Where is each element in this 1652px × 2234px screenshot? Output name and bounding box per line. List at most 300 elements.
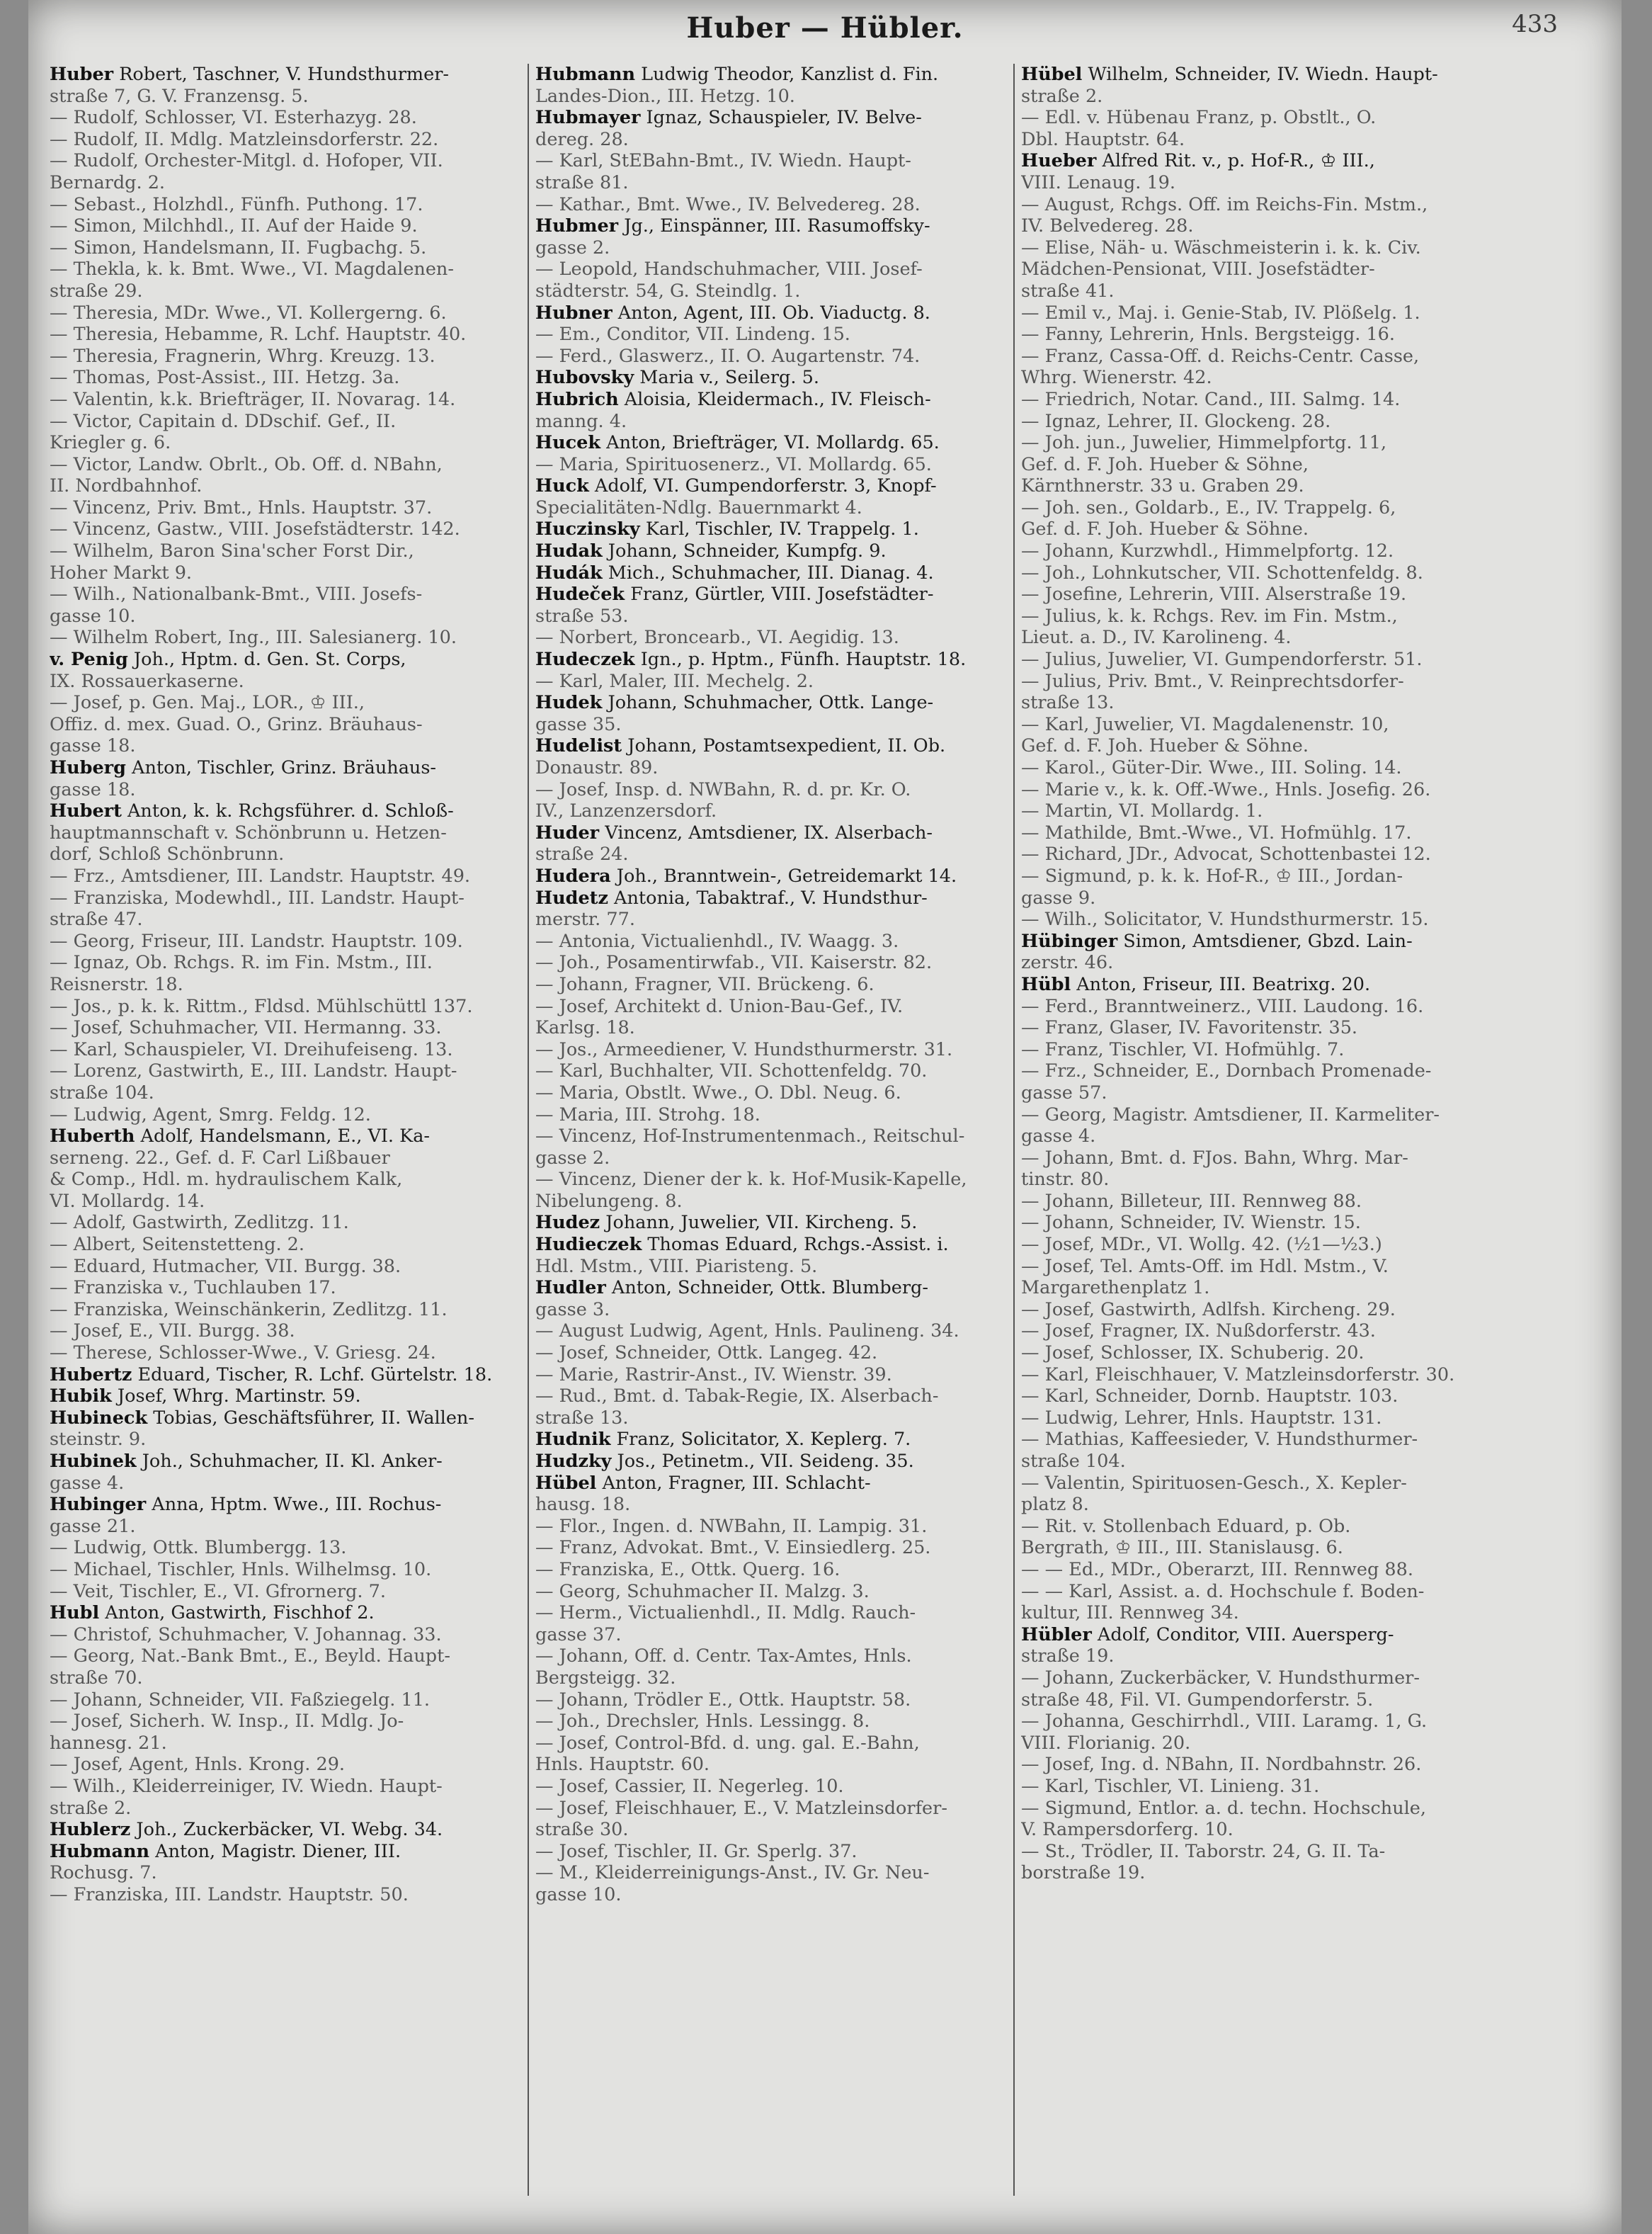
entry-text: — August Ludwig, Agent, Hnls. Paulineng. 34. [535, 1320, 959, 1342]
surname: Hudeczek [535, 649, 635, 671]
entry-text: Anton, Fragner, III. Schlacht- [596, 1472, 871, 1494]
directory-line [535, 150, 1010, 172]
entry-text: — Franziska, Modewhdl., III. Landstr. Haupt- [50, 887, 465, 909]
entry-text: — Karl, Buchhalter, VII. Schottenfeldg. 70. [535, 1060, 928, 1082]
entry-text: Jos., Petinetm., VII. Seideng. 35. [611, 1451, 914, 1472]
entry-text: Jg., Einspänner, III. Rasumoffsky- [618, 215, 930, 237]
directory-line [1021, 844, 1496, 866]
directory-line [535, 1581, 1010, 1603]
entry-text: — M., Kleiderreinigungs-Anst., IV. Gr. Neu- [535, 1862, 930, 1884]
entry-text: Simon, Amtsdiener, Gbzd. Lain- [1117, 930, 1413, 952]
directory-line [50, 996, 524, 1018]
entry-text: II. Nordbahnhof. [50, 475, 203, 497]
directory-heading-entry [50, 649, 524, 671]
directory-line [50, 1884, 524, 1906]
entry-text: — Jos., Armeediener, V. Hundsthurmerstr. 31. [535, 1038, 953, 1060]
entry-text: — Josef, Schuhmacher, VII. Hermanng. 33. [50, 1017, 442, 1039]
directory-line [535, 1516, 1010, 1538]
entry-text: Karlsg. 18. [535, 1017, 635, 1039]
entry-text: — Georg, Schuhmacher II. Malzg. 3. [535, 1580, 870, 1602]
entry-text: Johann, Schneider, Kumpfg. 9. [602, 540, 887, 562]
entry-text: — Maria, Spirituosenerz., VI. Mollardg. 65. [535, 453, 932, 475]
entry-text: — Karl, Schauspieler, VI. Dreihufeiseng. 13. [50, 1038, 453, 1060]
entry-text: — Sigmund, p. k. k. Hof-R., ♔ III., Jordan- [1021, 865, 1403, 887]
directory-heading-entry [535, 540, 1010, 562]
directory-line [1021, 324, 1496, 346]
directory-line [50, 1060, 524, 1082]
directory-line [1021, 432, 1496, 454]
entry-text: — Josef, Fragner, IX. Nußdorferstr. 43. [1021, 1320, 1376, 1342]
entry-text: borstraße 19. [1021, 1862, 1146, 1884]
entry-text: — Josef, p. Gen. Maj., LOR., ♔ III., [50, 692, 365, 714]
directory-heading-entry [1021, 931, 1496, 953]
directory-line [1021, 627, 1496, 649]
entry-text: — Leopold, Handschuhmacher, VIII. Josef- [535, 259, 923, 280]
directory-line [1021, 454, 1496, 476]
entry-text: — Marie v., k. k. Off.-Wwe., Hnls. Josefig. 26. [1021, 778, 1431, 800]
directory-line [1021, 1841, 1496, 1863]
entry-text: Bergrath, ♔ III., III. Stanislausg. 6. [1021, 1537, 1343, 1559]
entry-text: — Joh., Drechsler, Hnls. Lessingg. 8. [535, 1711, 870, 1733]
directory-heading-entry [535, 1212, 1010, 1234]
entry-text: — Julius, k. k. Rchgs. Rev. im Fin. Mstm., [1021, 605, 1398, 627]
entry-text: Mädchen-Pensionat, VIII. Josefstädter- [1021, 259, 1375, 280]
directory-line [1021, 107, 1496, 129]
directory-line [50, 259, 524, 280]
entry-text: Ignaz, Schauspieler, IV. Belve- [640, 107, 922, 129]
directory-line [535, 627, 1010, 649]
surname: Hudera [535, 865, 611, 887]
directory-line [50, 866, 524, 888]
directory-line [535, 172, 1010, 194]
directory-line [1021, 1645, 1496, 1667]
directory-line [50, 1104, 524, 1126]
entry-text: Johann, Schuhmacher, Ottk. Lange- [602, 692, 934, 714]
surname: Hubmann [50, 1840, 150, 1862]
directory-line [535, 1602, 1010, 1624]
entry-text: — Johann, Zuckerbäcker, V. Hundsthurmer- [1021, 1667, 1420, 1689]
directory-line [535, 996, 1010, 1018]
column-2 [535, 64, 1010, 2217]
entry-text: gasse 10. [50, 605, 136, 627]
entry-text: Anton, Gastwirth, Fischhof 2. [99, 1602, 375, 1624]
surname: Hueber [1021, 150, 1097, 172]
entry-text: gasse 4. [50, 1472, 125, 1494]
directory-line [535, 346, 1010, 368]
entry-text: — Karl, Tischler, VI. Linieng. 31. [1021, 1775, 1320, 1797]
entry-text: tinstr. 80. [1021, 1169, 1110, 1191]
directory-line [1021, 1537, 1496, 1559]
entry-text: gasse 2. [535, 237, 610, 259]
directory-line [535, 714, 1010, 736]
directory-line [50, 1754, 524, 1776]
entry-text: V. Rampersdorferg. 10. [1021, 1819, 1234, 1841]
directory-line [1021, 1473, 1496, 1495]
entry-text: — Karl, Schneider, Dornb. Hauptstr. 103. [1021, 1385, 1398, 1407]
entry-text: Anton, Schneider, Ottk. Blumberg- [605, 1277, 928, 1299]
directory-line [535, 129, 1010, 151]
directory-line [1021, 671, 1496, 693]
directory-heading-entry [50, 1385, 524, 1407]
directory-line [1021, 1234, 1496, 1256]
entry-text: — Ludwig, Ottk. Blumbergg. 13. [50, 1537, 347, 1559]
entry-text: — Richard, JDr., Advocat, Schottenbastei 12. [1021, 844, 1431, 866]
directory-line [1021, 367, 1496, 389]
directory-line [1021, 346, 1496, 368]
entry-text: Josef, Whrg. Martinstr. 59. [111, 1385, 361, 1407]
entry-text: — Ignaz, Ob. Rchgs. R. im Fin. Mstm., III. [50, 952, 433, 974]
entry-text: — Wilhelm, Baron Sina'scher Forst Dir., [50, 540, 414, 562]
entry-text: Dbl. Hauptstr. 64. [1021, 128, 1185, 150]
page-header [28, 6, 1622, 55]
entry-text: — Josef, MDr., VI. Wollg. 42. (½1—½3.) [1021, 1234, 1382, 1256]
entry-text: — Fanny, Lehrerin, Hnls. Bergsteigg. 16. [1021, 324, 1396, 346]
entry-text: Thomas Eduard, Rchgs.-Assist. i. [642, 1234, 949, 1256]
surname: Hucek [535, 432, 601, 454]
directory-line [1021, 475, 1496, 497]
directory-line [1021, 1602, 1496, 1624]
entry-text: — Antonia, Victualienhdl., IV. Waagg. 3. [535, 930, 899, 952]
entry-text: straße 70. [50, 1667, 143, 1689]
surname: Hübel [535, 1472, 597, 1494]
directory-line [50, 367, 524, 389]
entry-text: Ludwig Theodor, Kanzlist d. Fin. [635, 64, 939, 85]
surname: Hübinger [1021, 930, 1118, 952]
entry-text: kultur, III. Rennweg 34. [1021, 1602, 1239, 1624]
directory-line [1021, 1039, 1496, 1061]
column-1 [50, 64, 524, 2217]
entry-text: Johann, Postamtsexpedient, II. Ob. [622, 735, 946, 757]
entry-text: — — Karl, Assist. a. d. Hochschule f. Boden- [1021, 1580, 1425, 1602]
entry-text: — Wilh., Kleiderreiniger, IV. Wiedn. Haupt- [50, 1775, 443, 1797]
directory-line [50, 909, 524, 931]
entry-text: Rochusg. 7. [50, 1862, 157, 1884]
entry-text: — Emil v., Maj. i. Genie-Stab, IV. Plößelg. 1. [1021, 302, 1420, 324]
entry-text: — Wilh., Solicitator, V. Hundsthurmerstr. 15. [1021, 909, 1429, 931]
entry-text: hauptmannschaft v. Schönbrunn u. Hetzen- [50, 822, 447, 844]
directory-line [535, 1494, 1010, 1516]
entry-text: serneng. 22., Gef. d. F. Carl Lißbauer [50, 1147, 390, 1169]
surname: Hubmann [535, 64, 636, 85]
surname: Hudeček [535, 584, 625, 606]
entry-text: straße 104. [1021, 1451, 1126, 1472]
directory-line [535, 497, 1010, 519]
entry-text: straße 19. [1021, 1645, 1115, 1667]
surname: Hubovsky [535, 367, 634, 389]
entry-text: — Franz, Advokat. Bmt., V. Einsiedlerg. 25. [535, 1537, 931, 1559]
entry-text: Landes-Dion., III. Hetzg. 10. [535, 85, 795, 107]
entry-text: — Marie, Rastrir-Anst., IV. Wienstr. 39. [535, 1363, 892, 1385]
entry-text: — Kathar., Bmt. Wwe., IV. Belvedereg. 28. [535, 193, 921, 215]
directory-line [1021, 1689, 1496, 1711]
entry-text: — Georg, Magistr. Amtsdiener, II. Karmeliter- [1021, 1104, 1440, 1125]
entry-text: — Albert, Seitenstetteng. 2. [50, 1234, 305, 1256]
entry-text: — Franziska, E., Ottk. Querg. 16. [535, 1558, 841, 1580]
entry-text: — Franziska, III. Landstr. Hauptstr. 50. [50, 1883, 409, 1905]
entry-text: Franz, Gürtler, VIII. Josefstädter- [625, 584, 934, 606]
directory-line [535, 1385, 1010, 1407]
directory-line [50, 1017, 524, 1039]
entry-text: Mich., Schuhmacher, III. Dianag. 4. [602, 562, 934, 584]
entry-text: — Ferd., Branntweinerz., VIII. Laudong. 16. [1021, 995, 1424, 1017]
surname: Hubrich [535, 388, 619, 410]
directory-line [1021, 888, 1496, 909]
entry-text: Tobias, Geschäftsführer, II. Wallen- [147, 1407, 474, 1429]
entry-text: Kriegler g. 6. [50, 432, 171, 454]
directory-line [50, 215, 524, 237]
entry-text: straße 13. [1021, 692, 1115, 714]
directory-line [50, 1689, 524, 1711]
column-divider [528, 64, 529, 2196]
surname: Hubl [50, 1602, 100, 1624]
directory-line [1021, 1819, 1496, 1841]
directory-line [50, 1516, 524, 1538]
directory-heading-entry [535, 64, 1010, 86]
directory-line [535, 1017, 1010, 1039]
entry-text: straße 53. [535, 605, 629, 627]
entry-text: — Wilhelm Robert, Ing., III. Salesianerg. 10. [50, 627, 457, 649]
entry-text: — Johann, Trödler E., Ottk. Hauptstr. 58. [535, 1689, 911, 1711]
directory-line [50, 671, 524, 693]
directory-line [50, 454, 524, 476]
entry-text: — Sigmund, Entlor. a. d. techn. Hochschule, [1021, 1797, 1426, 1819]
directory-heading-entry [535, 107, 1010, 129]
directory-line [535, 1754, 1010, 1776]
entry-text: dorf, Schloß Schönbrunn. [50, 844, 285, 866]
entry-text: Gef. d. F. Joh. Hueber & Söhne, [1021, 453, 1309, 475]
directory-line [1021, 1754, 1496, 1776]
directory-line [50, 1559, 524, 1581]
directory-line [50, 888, 524, 909]
directory-line [535, 1733, 1010, 1754]
directory-heading-entry [50, 1602, 524, 1624]
directory-line [50, 714, 524, 736]
surname: Hudák [535, 562, 603, 584]
surname: Huder [535, 822, 600, 844]
directory-line [535, 1537, 1010, 1559]
directory-heading-entry [50, 64, 524, 86]
entry-text: gasse 10. [535, 1883, 622, 1905]
directory-line [50, 1191, 524, 1213]
entry-text: — Christof, Schuhmacher, V. Johannag. 33. [50, 1623, 442, 1645]
directory-line [1021, 1191, 1496, 1213]
entry-text: — Adolf, Gastwirth, Zedlitzg. 11. [50, 1212, 349, 1234]
surname: Hubner [535, 302, 613, 324]
directory-line [1021, 1256, 1496, 1278]
entry-text: Anton, Agent, III. Ob. Viaductg. 8. [612, 302, 930, 324]
directory-line [535, 1862, 1010, 1884]
directory-line [1021, 1320, 1496, 1342]
surname: Huber [50, 64, 114, 85]
entry-text: — Theresia, Hebamme, R. Lchf. Hauptstr. 40. [50, 324, 467, 346]
directory-line [1021, 1494, 1496, 1516]
entry-text: — Norbert, Broncearb., VI. Aegidig. 13. [535, 627, 899, 649]
directory-line [535, 1364, 1010, 1386]
directory-line [535, 952, 1010, 974]
entry-text: — Victor, Capitain d. DDschif. Gef., II. [50, 410, 397, 432]
directory-line [535, 259, 1010, 280]
directory-line [1021, 649, 1496, 671]
directory-heading-entry [535, 692, 1010, 714]
surname: Hubmer [535, 215, 619, 237]
directory-line [535, 1407, 1010, 1429]
entry-text: — Elise, Näh- u. Wäschmeisterin i. k. k. Civ. [1021, 237, 1421, 259]
directory-line [1021, 1017, 1496, 1039]
directory-heading-entry [535, 649, 1010, 671]
surname: Hudak [535, 540, 603, 562]
entry-text: Hdl. Mstm., VIII. Piaristeng. 5. [535, 1255, 818, 1277]
directory-line [1021, 1060, 1496, 1082]
entry-text: — Franz, Glaser, IV. Favoritenstr. 35. [1021, 1017, 1358, 1039]
directory-line [50, 952, 524, 974]
entry-text: — Vincenz, Priv. Bmt., Hnls. Hauptstr. 37. [50, 497, 433, 518]
directory-line [1021, 518, 1496, 540]
directory-line [1021, 1212, 1496, 1234]
entry-text: — Joh. sen., Goldarb., E., IV. Trappelg. 6, [1021, 497, 1396, 518]
directory-line [50, 497, 524, 519]
entry-text: Joh., Branntwein-, Getreidemarkt 14. [610, 865, 957, 887]
directory-line [1021, 714, 1496, 736]
directory-line [535, 800, 1010, 822]
directory-heading-entry [50, 1125, 524, 1147]
entry-text: Aloisia, Kleidermach., IV. Fleisch- [618, 388, 931, 410]
entry-text: — Mathilde, Bmt.-Wwe., VI. Hofmühlg. 17. [1021, 822, 1412, 844]
entry-text: Joh., Zuckerbäcker, VI. Webg. 34. [130, 1819, 443, 1841]
entry-text: — Frz., Amtsdiener, III. Landstr. Hauptstr. 49. [50, 865, 471, 887]
entry-text: — Karl, StEBahn-Bmt., IV. Wiedn. Haupt- [535, 150, 911, 172]
directory-line [535, 324, 1010, 346]
directory-line [535, 1082, 1010, 1104]
entry-text: IV., Lanzenzersdorf. [535, 800, 717, 822]
entry-text: Adolf, VI. Gumpendorferstr. 3, Knopf- [588, 475, 937, 497]
directory-line [1021, 584, 1496, 606]
entry-text: straße 30. [535, 1819, 629, 1841]
entry-text: gasse 21. [50, 1515, 136, 1537]
entry-text: — Joh., Lohnkutscher, VII. Schottenfeldg. 8. [1021, 562, 1423, 584]
directory-line [535, 1342, 1010, 1364]
directory-line [1021, 1125, 1496, 1147]
directory-line [535, 1147, 1010, 1169]
directory-line [50, 974, 524, 996]
surname: Hubineck [50, 1407, 148, 1429]
directory-line [50, 518, 524, 540]
surname: Hudek [535, 692, 603, 714]
directory-heading-entry [535, 562, 1010, 584]
running-title: Huber — Hübler. [686, 11, 964, 45]
entry-text: — — Ed., MDr., Oberarzt, III. Rennweg 88. [1021, 1558, 1413, 1580]
surname: Hudetz [535, 887, 608, 909]
directory-line [50, 606, 524, 628]
directory-line [1021, 1147, 1496, 1169]
directory-heading-entry [50, 800, 524, 822]
entry-text: — Valentin, Spirituosen-Gesch., X. Kepler- [1021, 1472, 1407, 1494]
directory-heading-entry [535, 367, 1010, 389]
directory-line [50, 822, 524, 844]
entry-text: — Josef, Sicherh. W. Insp., II. Mdlg. Jo- [50, 1711, 404, 1733]
directory-line [1021, 1169, 1496, 1191]
entry-text: — Michael, Tischler, Hnls. Wilhelmsg. 10. [50, 1558, 432, 1580]
directory-line [1021, 1862, 1496, 1884]
entry-text: Offiz. d. mex. Guad. O., Grinz. Bräuhaus- [50, 713, 423, 735]
directory-line [1021, 1798, 1496, 1820]
directory-line [50, 86, 524, 108]
entry-text: Reisnerstr. 18. [50, 973, 183, 995]
entry-text: hausg. 18. [535, 1494, 631, 1516]
directory-heading-entry [50, 1451, 524, 1473]
entry-text: — Veit, Tischler, E., VI. Gfrornerg. 7. [50, 1580, 386, 1602]
directory-line [50, 1711, 524, 1733]
directory-line [50, 1147, 524, 1169]
directory-line [50, 150, 524, 172]
entry-text: straße 2. [1021, 85, 1103, 107]
directory-line [535, 974, 1010, 996]
column-divider [1013, 64, 1015, 2196]
entry-text: IX. Rossauerkaserne. [50, 670, 244, 692]
directory-line [1021, 1364, 1496, 1386]
entry-text: Wilhelm, Schneider, IV. Wiedn. Haupt- [1082, 64, 1438, 85]
entry-text: Joh., Schuhmacher, II. Kl. Anker- [136, 1451, 443, 1472]
entry-text: — Maria, III. Strohg. 18. [535, 1104, 761, 1125]
directory-line [1021, 1733, 1496, 1754]
entry-text: — Rudolf, II. Mdlg. Matzleinsdorferstr. 22. [50, 128, 439, 150]
directory-heading-entry [535, 735, 1010, 757]
entry-text: — Edl. v. Hübenau Franz, p. Obstlt., O. [1021, 107, 1377, 129]
directory-line [50, 779, 524, 801]
directory-line [50, 692, 524, 714]
entry-text: & Comp., Hdl. m. hydraulischem Kalk, [50, 1169, 403, 1191]
entry-text: Donaustr. 89. [535, 757, 659, 778]
directory-line [50, 1537, 524, 1559]
entry-text: — Karl, Fleischhauer, V. Matzleinsdorferstr. 30. [1021, 1363, 1455, 1385]
surname: Hudieczek [535, 1234, 642, 1256]
directory-line [50, 129, 524, 151]
directory-line [50, 1039, 524, 1061]
directory-line [50, 280, 524, 302]
directory-line [1021, 996, 1496, 1018]
entry-text: dereg. 28. [535, 128, 629, 150]
column-3 [1021, 64, 1496, 2217]
directory-heading-entry [535, 215, 1010, 237]
directory-line [50, 1299, 524, 1321]
directory-line [1021, 1776, 1496, 1798]
directory-line [1021, 302, 1496, 324]
directory-heading-entry [535, 1429, 1010, 1451]
directory-heading-entry [50, 1494, 524, 1516]
directory-heading-entry [535, 389, 1010, 411]
entry-text: Anton, Briefträger, VI. Mollardg. 65. [600, 432, 940, 454]
directory-line [1021, 1277, 1496, 1299]
entry-text: Robert, Taschner, V. Hundsthurmer- [113, 64, 450, 85]
surname: Hudelist [535, 735, 622, 757]
entry-text: — Victor, Landw. Obrlt., Ob. Off. d. NBahn, [50, 453, 443, 475]
entry-text: gasse 18. [50, 778, 136, 800]
entry-text: — Johann, Billeteur, III. Rennweg 88. [1021, 1190, 1362, 1212]
directory-line [50, 346, 524, 368]
directory-line [535, 757, 1010, 779]
surname: Hübel [1021, 64, 1083, 85]
entry-text: Johann, Juwelier, VII. Kircheng. 5. [600, 1212, 918, 1234]
directory-line [1021, 562, 1496, 584]
entry-text: — Josef, Gastwirth, Adlfsh. Kircheng. 29. [1021, 1298, 1396, 1320]
entry-text: Adolf, Handelsmann, E., VI. Ka- [135, 1125, 431, 1147]
directory-heading-entry [535, 1451, 1010, 1473]
directory-line [50, 1473, 524, 1495]
directory-line [1021, 1385, 1496, 1407]
directory-line [535, 1667, 1010, 1689]
surname: Hübler [1021, 1623, 1092, 1645]
directory-line [50, 1624, 524, 1646]
directory-line [1021, 1559, 1496, 1581]
